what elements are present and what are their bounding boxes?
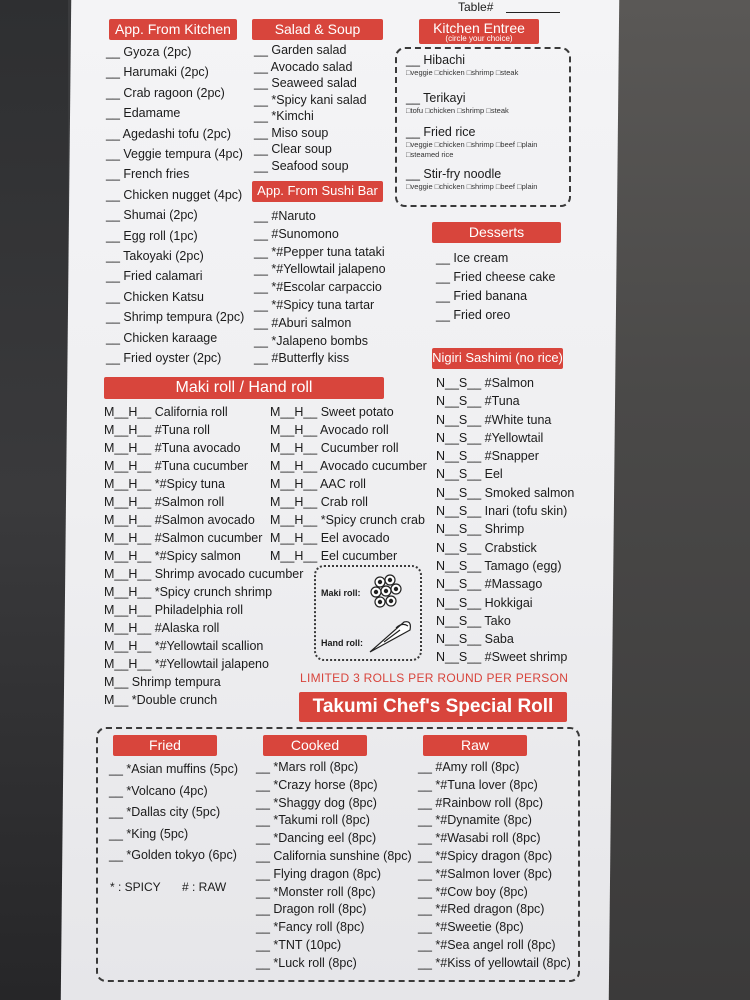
menu-item[interactable]: __ *#Pepper tuna tataki [254,244,385,259]
order-menu [66,0,614,1000]
menu-item[interactable]: __ #Aburi salmon [254,315,352,330]
raw-list [418,759,571,973]
special-roll-item[interactable]: __ *#Tuna lover (8pc) [418,777,538,792]
special-roll-item[interactable]: __ *#Spicy dragon (8pc) [418,848,553,863]
special-roll-item[interactable]: __ #Amy roll (8pc) [418,760,520,774]
special-roll-item[interactable]: __ *#Wasabi roll (8pc) [418,831,541,846]
maki-item[interactable]: M__H__ #Alaska roll [104,621,220,635]
fried-list [109,759,238,867]
app-kitchen-header: App. From Kitchen [109,19,237,40]
nigiri-item[interactable]: N__S__ #White tuna [436,412,552,427]
nigiri-item[interactable]: N__S__ Inari (tofu skin) [436,504,568,519]
kitchen-entree-subtitle: (circle your choice) [445,34,513,43]
background-left [0,0,68,1000]
nigiri-list [436,374,574,667]
raw-header: Raw [423,735,527,756]
entree-name: __ Terikayi [406,91,466,105]
menu-item[interactable]: __ Miso soup [254,125,329,140]
menu-item[interactable]: __ *#Yellowtail jalapeno [254,262,386,277]
special-roll-item[interactable]: __ *Dancing eel (8pc) [256,831,377,846]
special-roll-item[interactable]: __ *TNT (10pc) [256,937,342,952]
menu-item[interactable]: __ Fried cheese cake [436,270,556,284]
menu-item[interactable]: __ Fried calamari [106,269,203,284]
menu-item[interactable]: __ Harumaki (2pc) [106,65,209,80]
special-roll-item[interactable]: __ *King (5pc) [109,826,189,841]
menu-item[interactable]: __ Takoyaki (2pc) [106,249,204,264]
app-sushi-header: App. From Sushi Bar [252,181,383,202]
menu-item[interactable]: __ Chicken nugget (4pc) [106,187,243,202]
special-roll-item[interactable]: __ *Monster roll (8pc) [256,884,376,899]
nigiri-item[interactable]: N__S__ Smoked salmon [436,485,575,500]
background-right [595,0,750,1000]
legend-spicy: * : SPICY [110,880,161,894]
special-roll-item[interactable]: __ *Mars roll (8pc) [256,760,359,774]
maki-item[interactable]: M__H__ #Salmon roll [104,495,225,509]
maki-item[interactable]: M__H__ Eel cucumber [270,549,398,563]
maki-item[interactable]: M__H__ #Salmon avocado [104,513,255,527]
menu-item[interactable]: __ Seaweed salad [254,76,357,90]
nigiri-item[interactable]: N__S__ Hokkigai [436,595,533,610]
special-roll-item[interactable]: __ *Dallas city (5pc) [109,805,221,819]
menu-item[interactable]: __ *#Escolar carpaccio [254,280,382,295]
entree-options[interactable]: □veggie □chicken □shrimp □beef □plain □steamed rice [406,140,538,159]
menu-item[interactable]: __ #Butterfly kiss [254,351,350,366]
desserts-list [436,249,556,325]
entree-name: __ Hibachi [406,53,466,67]
nigiri-item[interactable]: N__S__ Eel [436,467,503,482]
menu-item[interactable]: __ Garden salad [254,43,347,57]
entree-name: __ Fried rice [406,125,476,139]
nigiri-item[interactable]: N__S__ #Yellowtail [436,430,544,445]
special-roll-item[interactable]: __ *Golden tokyo (6pc) [109,848,237,862]
entree-item[interactable] [406,124,566,160]
salad-soup-header: Salad & Soup [252,19,383,40]
menu-item[interactable]: __ Chicken Katsu [106,289,204,304]
fried-header: Fried [113,735,217,756]
menu-item[interactable]: __ Chicken karaage [106,330,218,345]
entree-options[interactable]: □veggie □chicken □shrimp □steak [406,68,519,77]
nigiri-item[interactable]: N__S__ Tako [436,613,511,628]
cooked-header: Cooked [263,735,367,756]
menu-item[interactable]: __ #Sunomono [254,226,339,241]
menu-item[interactable]: __ Veggie tempura (4pc) [106,147,243,162]
maki-item[interactable]: M__H__ California roll [104,405,228,419]
nigiri-item[interactable]: N__S__ #Sweet shrimp [436,650,568,665]
menu-item[interactable]: __ Avocado salad [254,59,353,74]
nigiri-item[interactable]: N__S__ #Massago [436,577,543,592]
app-sushi-list [254,208,386,368]
legend-raw: # : RAW [182,880,227,894]
maki-item[interactable]: M__H__ *#Yellowtail scallion [104,639,264,653]
entree-name: __ Stir-fry noodle [406,167,502,181]
nigiri-header: Nigiri Sashimi (no rice) [432,348,563,369]
special-roll-item[interactable]: __ California sunshine (8pc) [256,848,412,863]
menu-item[interactable]: __ Seafood soup [254,158,349,173]
maki-list-right [270,403,427,565]
special-roll-item[interactable]: __ *#Sweetie (8pc) [418,920,524,935]
special-roll-item[interactable]: __ *Crazy horse (8pc) [256,777,378,792]
special-roll-item[interactable]: __ *Fancy roll (8pc) [256,920,365,935]
menu-item[interactable]: __ Egg roll (1pc) [106,228,198,243]
maki-item[interactable]: M__H__ *Spicy crunch shrimp [104,585,273,599]
menu-item[interactable]: __ #Naruto [254,209,316,223]
special-roll-item[interactable]: __ *Takumi roll (8pc) [256,813,370,828]
nigiri-item[interactable]: N__S__ Crabstick [436,540,537,555]
special-roll-item[interactable]: __ *Luck roll (8pc) [256,955,357,970]
maki-item[interactable]: M__H__ *#Spicy salmon [104,549,241,563]
special-roll-item[interactable]: __ #Rainbow roll (8pc) [418,795,544,810]
table-number-line[interactable] [506,12,560,13]
maki-item[interactable]: M__H__ *#Yellowtail jalapeno [104,657,269,671]
special-roll-item[interactable]: __ *Asian muffins (5pc) [109,762,238,776]
menu-item[interactable]: __ Gyoza (2pc) [106,45,192,59]
special-roll-item[interactable]: __ *#Salmon lover (8pc) [418,866,553,881]
menu-item[interactable]: __ *Kimchi [254,109,314,123]
entree-item[interactable] [406,52,566,78]
maki-item[interactable]: M__H__ Sweet potato [270,405,394,419]
special-header: Takumi Chef's Special Roll [299,692,567,722]
special-roll-item[interactable]: __ *#Kiss of yellowtail (8pc) [418,955,571,970]
menu-item[interactable]: __ Fried oyster (2pc) [106,351,222,366]
nigiri-item[interactable]: N__S__ Saba [436,632,514,647]
maki-roll-label: Maki roll: [321,588,361,598]
roll-illustration [366,570,416,660]
menu-item[interactable]: __ Fried oreo [436,308,511,322]
maki-item[interactable]: M__H__ *Spicy crunch crab [270,513,425,527]
desserts-header: Desserts [432,222,561,243]
menu-item[interactable]: __ *#Spicy tuna tartar [254,297,375,312]
special-roll-item[interactable]: __ *#Red dragon (8pc) [418,902,545,917]
menu-item[interactable]: __ Agedashi tofu (2pc) [106,126,232,141]
special-roll-item[interactable]: __ Dragon roll (8pc) [256,902,367,917]
table-number-label: Table# [458,0,494,14]
maki-item[interactable]: M__H__ *#Spicy tuna [104,477,225,491]
nigiri-item[interactable]: N__S__ Tamago (egg) [436,558,562,573]
special-roll-item[interactable]: __ *#Dynamite (8pc) [418,813,532,828]
nigiri-item[interactable]: N__S__ #Snapper [436,449,539,464]
entree-item[interactable] [406,166,566,192]
maki-item[interactable]: M__H__ Philadelphia roll [104,603,243,617]
menu-item[interactable]: __ Fried banana [436,289,528,303]
maki-item[interactable]: M__H__ Cucumber roll [270,441,399,455]
menu-item[interactable]: __ Clear soup [254,142,332,156]
menu-item[interactable]: __ Ice cream [436,251,509,265]
nigiri-item[interactable]: N__S__ Shrimp [436,522,525,537]
menu-item[interactable]: __ Crab ragoon (2pc) [106,85,225,100]
nigiri-item[interactable]: N__S__ #Tuna [436,394,520,409]
special-roll-item[interactable]: __ *#Sea angel roll (8pc) [418,937,556,952]
cooked-list [256,759,412,973]
kitchen-entree-header [419,19,539,44]
maki-item[interactable]: M__H__ #Tuna roll [104,423,210,437]
entree-options[interactable]: □veggie □chicken □shrimp □beef □plain [406,182,538,191]
menu-item[interactable]: __ *Spicy kani salad [254,92,367,107]
maki-item[interactable]: M__H__ #Tuna avocado [104,441,241,455]
special-roll-item[interactable]: __ *#Cow boy (8pc) [418,884,528,899]
menu-item[interactable]: __ French fries [106,167,190,182]
special-roll-item[interactable]: __ *Shaggy dog (8pc) [256,795,377,810]
maki-item[interactable]: M__H__ #Tuna cucumber [104,459,249,473]
nigiri-item[interactable]: N__S__ #Salmon [436,376,534,390]
kitchen-entree-title: Kitchen Entree [433,20,525,36]
maki-item[interactable]: M__H__ Avocado roll [270,423,389,437]
entree-options[interactable]: □tofu □chicken □shrimp □steak [406,106,509,115]
maki-header: Maki roll / Hand roll [104,377,384,399]
menu-item[interactable]: __ Edamame [106,106,181,121]
special-roll-item[interactable]: __ Flying dragon (8pc) [256,866,382,881]
maki-item[interactable]: M__H__ Avocado cucumber [270,459,427,473]
entree-item[interactable] [406,90,566,116]
menu-item[interactable]: __ Shumai (2pc) [106,208,198,223]
maki-roll-icon [371,575,401,607]
menu-item[interactable]: __ Shrimp tempura (2pc) [106,310,245,325]
hand-roll-icon [370,622,410,652]
menu-item[interactable]: __ *Jalapeno bombs [254,333,368,348]
hand-roll-label: Hand roll: [321,638,363,648]
maki-item[interactable]: M__H__ Shrimp avocado cucumber [104,567,304,581]
maki-item[interactable]: M__ *Double crunch [104,693,218,707]
special-roll-item[interactable]: __ *Volcano (4pc) [109,783,208,798]
app-kitchen-list [106,42,244,369]
salad-soup-list [254,42,367,174]
limit-note: LIMITED 3 ROLLS PER ROUND PER PERSON [300,671,569,685]
maki-item[interactable]: M__H__ Crab roll [270,495,368,509]
maki-item[interactable]: M__ Shrimp tempura [104,675,221,689]
maki-item[interactable]: M__H__ Eel avocado [270,531,390,545]
maki-item[interactable]: M__H__ #Salmon cucumber [104,531,263,545]
maki-item[interactable]: M__H__ AAC roll [270,477,366,491]
